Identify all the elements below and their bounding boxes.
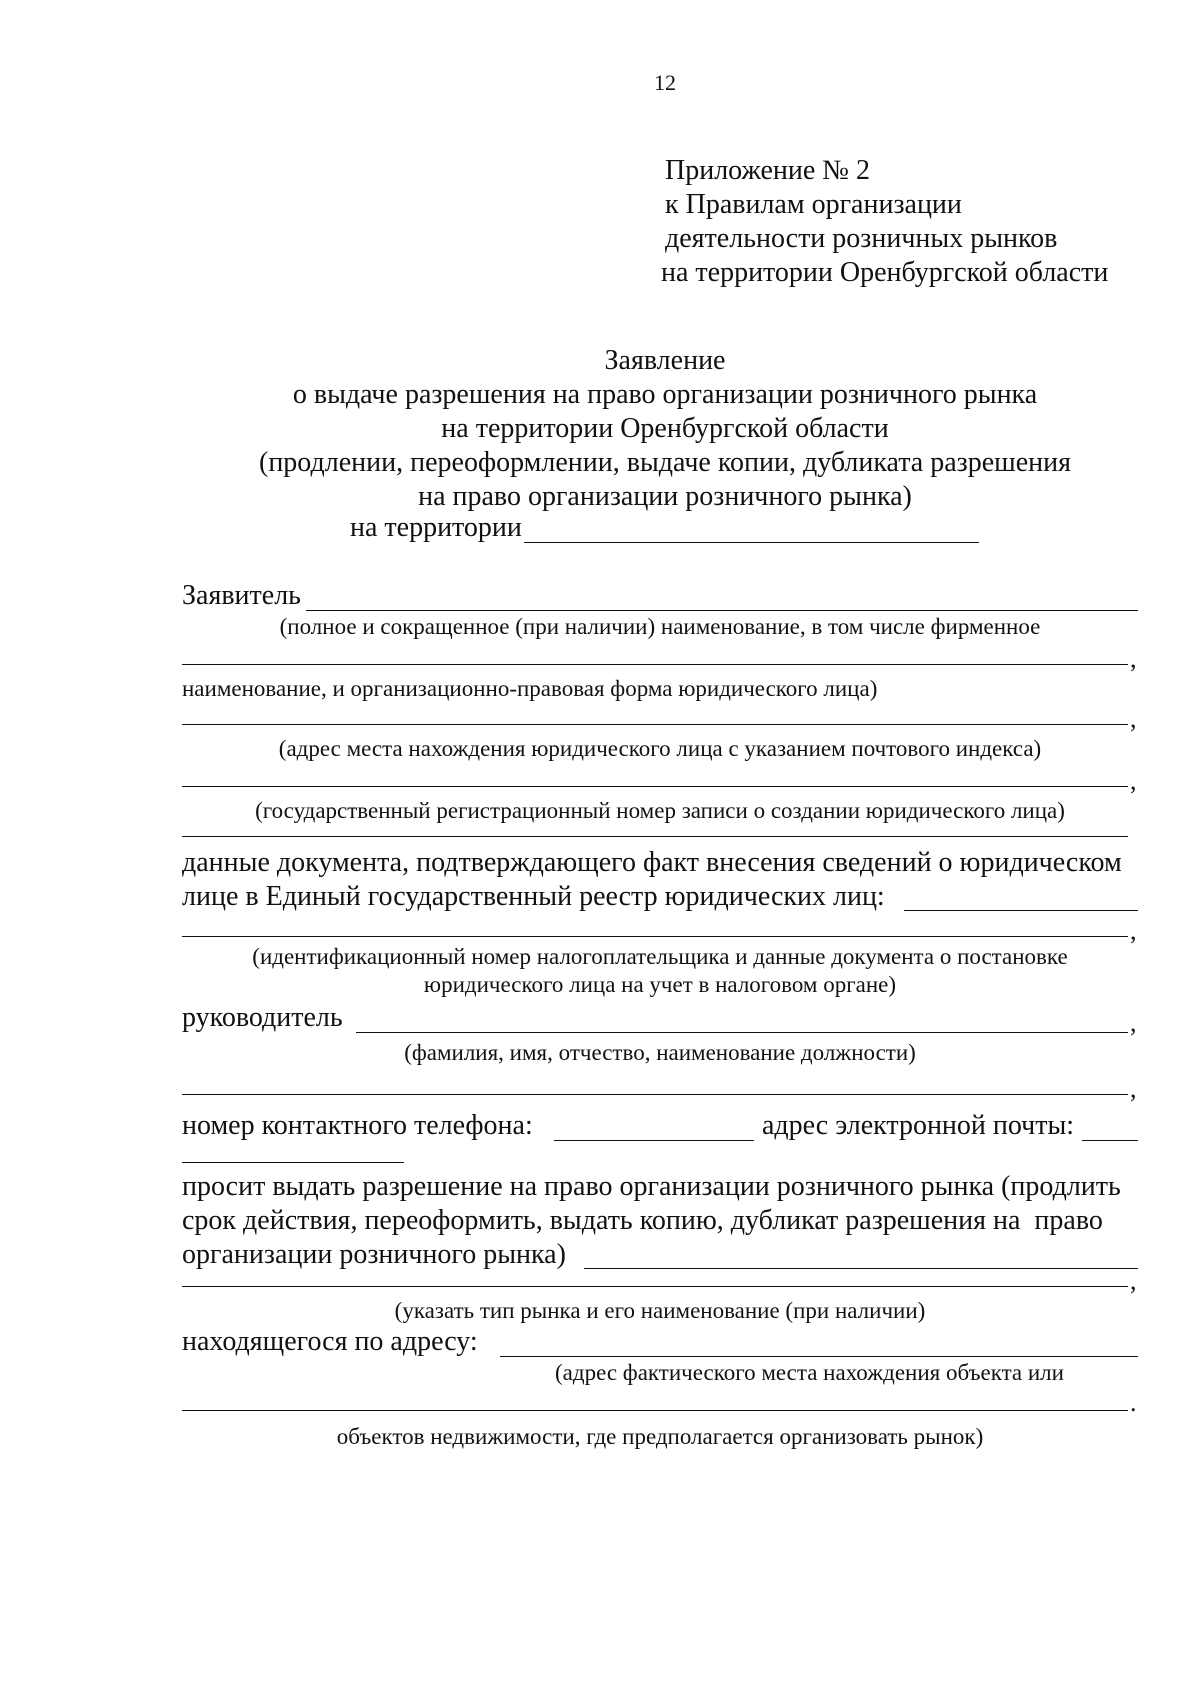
contacts-row [182, 1110, 1138, 1144]
hint-name-2: наименование, и организационно-правовая форма юридического лица) [182, 676, 878, 701]
appendix-line-2: к Правилам организации [665, 189, 962, 220]
hint-head: (фамилия, имя, отчество, наименование должности) [404, 1040, 916, 1065]
request-line-3: организации розничного рынка) [182, 1239, 566, 1270]
appendix-line-1: Приложение № 2 [665, 155, 870, 186]
applicant-name-field[interactable] [182, 664, 1128, 665]
hint-inn-1: (идентификационный номер налогоплательщика и данные документа о постановке [252, 944, 1068, 969]
egrul-line-1: данные документа, подтверждающего факт внесения сведений о юридическом [182, 847, 1122, 878]
applicant-field[interactable] [306, 610, 1138, 611]
phone-label: номер контактного телефона: [182, 1110, 533, 1141]
territory-field[interactable] [524, 542, 979, 543]
location-extra-field[interactable] [182, 1410, 1128, 1411]
appendix-heading [661, 154, 1109, 290]
comma: , [1130, 644, 1137, 673]
market-extra-field[interactable] [182, 1286, 1128, 1287]
territory-label: на территории [350, 512, 522, 543]
location-field[interactable] [500, 1356, 1138, 1357]
egrul-line-2: лице в Единый государственный реестр юридических лиц: [182, 881, 885, 912]
request-line-1: просит выдать разрешение на право организации розничного рынка (продлить [182, 1171, 1121, 1202]
comma: , [1130, 704, 1137, 733]
head-row [182, 1002, 1138, 1036]
regnum-field[interactable] [182, 786, 1128, 787]
head-extra-field[interactable] [182, 1094, 1128, 1095]
phone-field[interactable] [554, 1140, 754, 1141]
hint-market-type: (указать тип рынка и его наименование (при наличии) [394, 1298, 926, 1323]
applicant-row [182, 580, 1138, 614]
egrul-field[interactable] [904, 910, 1138, 911]
address-field[interactable] [182, 724, 1128, 725]
comma: , [1130, 1074, 1137, 1103]
comma: , [1130, 766, 1137, 795]
applicant-label: Заявитель [182, 580, 301, 611]
hint-name-1: (полное и сокращенное (при наличии) наименование, в том числе фирменное [279, 614, 1041, 639]
location-extra-row [182, 1388, 1138, 1426]
inn-row [182, 912, 1138, 946]
appendix-line-3: деятельности розничных рынков [665, 223, 1058, 254]
page-number: 12 [654, 70, 676, 95]
document-title [0, 344, 1200, 514]
title-line-5: на право организации розничного рынка) [418, 481, 912, 512]
head-label: руководитель [182, 1002, 343, 1033]
egrul-text [182, 846, 1142, 914]
request-text [182, 1170, 1142, 1272]
location-row [182, 1326, 1138, 1360]
appendix-line-4: на территории Оренбургской области [661, 257, 1109, 288]
market-extra-row [182, 1268, 1138, 1302]
request-line-2: срок действия, переоформить, выдать копию, дубликат разрешения на право [182, 1205, 1103, 1236]
period: . [1130, 1388, 1137, 1417]
location-label: находящегося по адресу: [182, 1326, 478, 1357]
comma: , [1130, 1266, 1137, 1295]
email-field[interactable] [1082, 1140, 1138, 1141]
hint-inn-2: юридического лица на учет в налоговом органе) [423, 972, 897, 997]
inn-field[interactable] [182, 936, 1128, 937]
applicant-name-row [182, 646, 1138, 680]
title-line-2: о выдаче разрешения на право организации розничного рынка [292, 379, 1038, 410]
comma: , [1130, 1008, 1137, 1037]
hint-location-2: объектов недвижимости, где предполагается организовать рынок) [336, 1424, 984, 1449]
title-line-4: (продлении, переоформлении, выдаче копии, дубликата разрешения [259, 447, 1071, 478]
hint-location-1: (адрес фактического места нахождения объекта или [555, 1360, 1064, 1385]
email-label: адрес электронной почты: [762, 1110, 1075, 1141]
title-line-1: Заявление [604, 345, 726, 376]
hint-address: (адрес места нахождения юридического лица с указанием почтового индекса) [278, 736, 1042, 761]
head-field[interactable] [356, 1032, 1128, 1033]
territory-row [182, 512, 1138, 546]
comma: , [1130, 916, 1137, 945]
title-line-3: на территории Оренбургской области [441, 413, 889, 444]
head-extra-row [182, 1074, 1138, 1112]
regnum-underline [182, 836, 1128, 837]
email-field-continuation[interactable] [182, 1162, 404, 1163]
hint-regnum: (государственный регистрационный номер записи о создании юридического лица) [255, 798, 1065, 823]
